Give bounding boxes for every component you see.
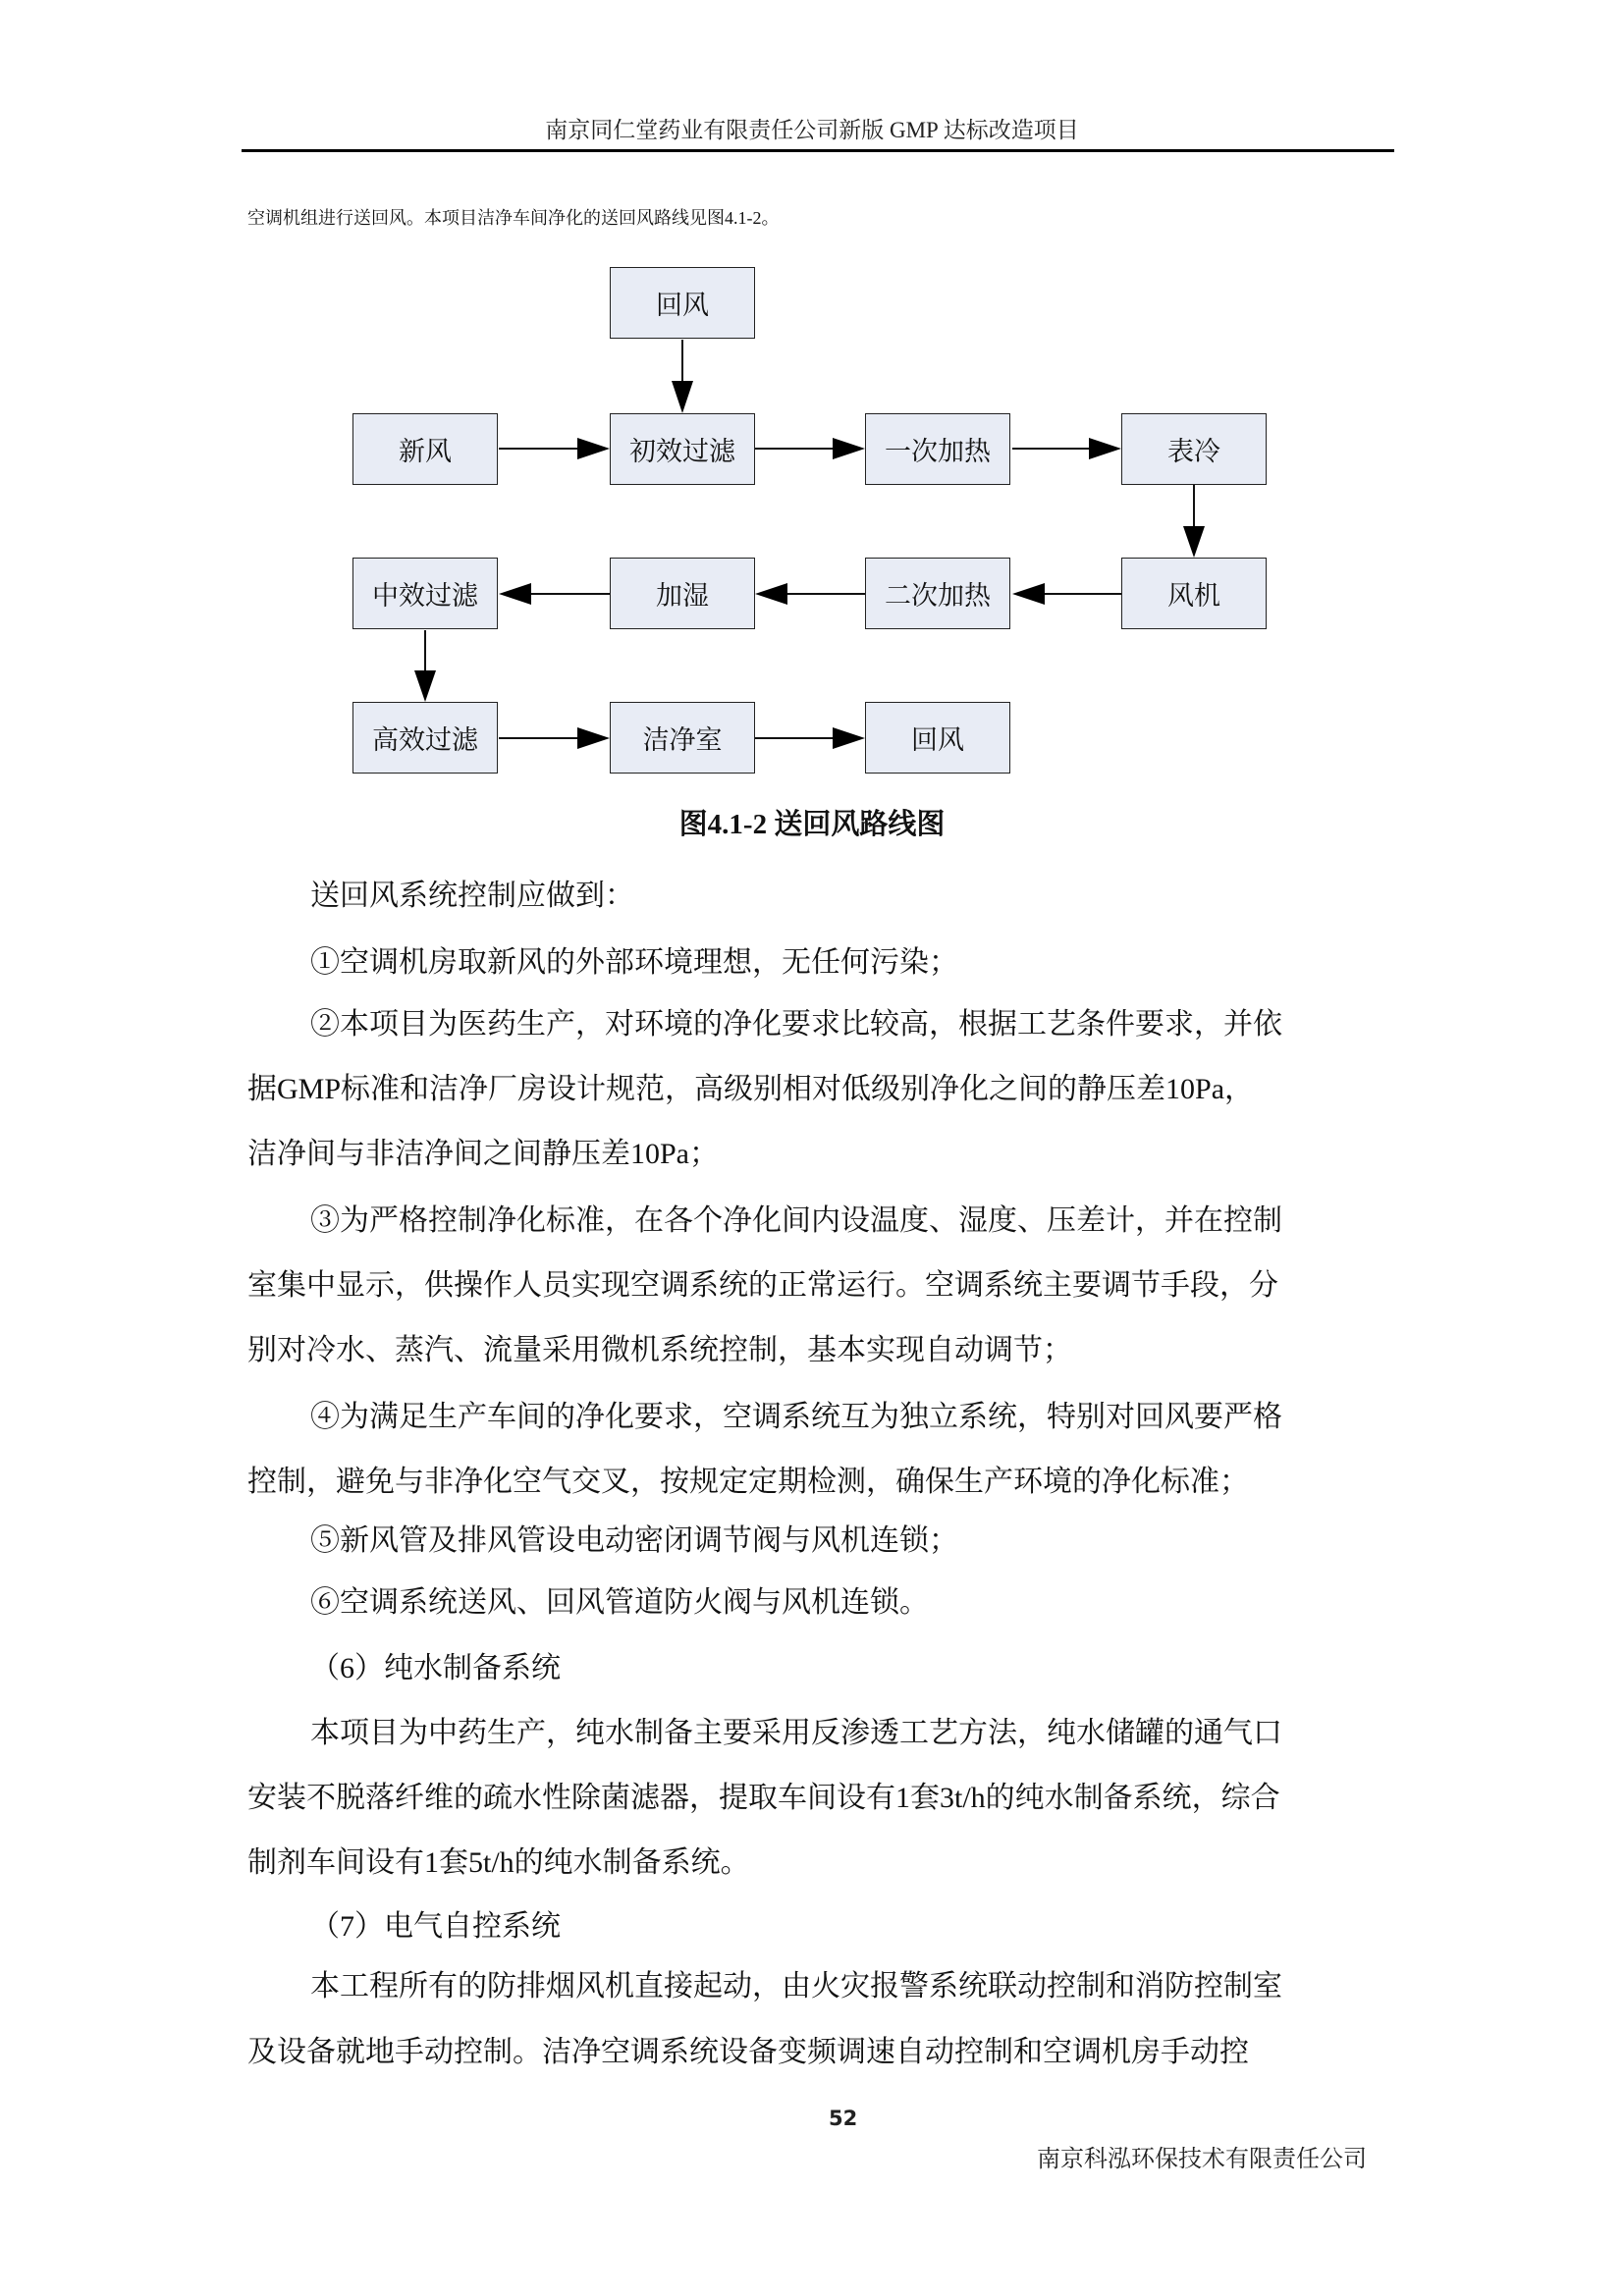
arrowhead-right-icon bbox=[1089, 438, 1121, 459]
page-number: 52 bbox=[829, 2107, 858, 2130]
body-line: ⑥空调系统送风、回风管道防火阀与风机连锁。 bbox=[310, 1586, 929, 1619]
body-line: 送回风系统控制应做到： bbox=[310, 880, 634, 912]
node-hepa-filter: 高效过滤 bbox=[352, 702, 498, 774]
arrowhead-right-icon bbox=[833, 727, 865, 749]
arrowhead-down-icon bbox=[1183, 526, 1205, 558]
node-fan: 风机 bbox=[1121, 558, 1267, 629]
body-line: ③为严格控制净化标准，在各个净化间内设温度、湿度、压差计，并在控制 bbox=[310, 1204, 1282, 1237]
running-header-title: 南京同仁堂药业有限责任公司新版 GMP 达标改造项目 bbox=[545, 118, 1079, 142]
node-second-heating: 二次加热 bbox=[865, 558, 1010, 629]
arrowhead-right-icon bbox=[833, 438, 865, 459]
body-line: 洁净间与非洁净间之间静压差10Pa； bbox=[247, 1138, 719, 1170]
figure-caption: 图4.1-2 送回风路线图 bbox=[678, 809, 946, 840]
body-line: 本工程所有的防排烟风机直接起动，由火灾报警系统联动控制和消防控制室 bbox=[310, 1970, 1282, 2002]
node-first-heating: 一次加热 bbox=[865, 413, 1010, 485]
arrowhead-right-icon bbox=[577, 438, 610, 459]
body-line: 安装不脱落纤维的疏水性除菌滤器，提取车间设有1套3t/h的纯水制备系统，综合 bbox=[247, 1782, 1280, 1814]
arrowhead-right-icon bbox=[577, 727, 610, 749]
footer-company: 南京科泓环保技术有限责任公司 bbox=[1037, 2147, 1367, 2172]
node-surface-cooling: 表冷 bbox=[1121, 413, 1267, 485]
node-humidify: 加湿 bbox=[610, 558, 755, 629]
diagram-arrowheads bbox=[414, 381, 1205, 749]
intro-paragraph: 空调机组进行送回风。本项目洁净车间净化的送回风路线见图4.1-2。 bbox=[247, 208, 780, 228]
arrowhead-left-icon bbox=[755, 583, 787, 605]
node-return-air-top: 回风 bbox=[610, 267, 755, 339]
arrowhead-left-icon bbox=[499, 583, 531, 605]
node-medium-filter: 中效过滤 bbox=[352, 558, 498, 629]
arrowhead-down-icon bbox=[672, 381, 693, 413]
section-heading: （6）纯水制备系统 bbox=[310, 1652, 561, 1684]
body-line: 别对冷水、蒸汽、流量采用微机系统控制，基本实现自动调节； bbox=[247, 1334, 1072, 1366]
body-line: 制剂车间设有1套5t/h的纯水制备系统。 bbox=[247, 1846, 750, 1879]
body-line: 及设备就地手动控制。洁净空调系统设备变频调速自动控制和空调机房手动控 bbox=[247, 2036, 1249, 2068]
section-heading: （7）电气自控系统 bbox=[310, 1910, 561, 1943]
body-line: 室集中显示，供操作人员实现空调系统的正常运行。空调系统主要调节手段，分 bbox=[247, 1269, 1278, 1302]
node-primary-filter: 初效过滤 bbox=[610, 413, 755, 485]
body-line: ④为满足生产车间的净化要求，空调系统互为独立系统，特别对回风要严格 bbox=[310, 1401, 1282, 1433]
diagram-connectors bbox=[425, 340, 1194, 738]
header-rule bbox=[242, 149, 1394, 152]
body-line: 本项目为中药生产，纯水制备主要采用反渗透工艺方法，纯水储罐的通气口 bbox=[310, 1717, 1282, 1749]
body-line: ①空调机房取新风的外部环境理想，无任何污染； bbox=[310, 946, 958, 979]
node-fresh-air: 新风 bbox=[352, 413, 498, 485]
node-return-air-bottom: 回风 bbox=[865, 702, 1010, 774]
arrowhead-left-icon bbox=[1012, 583, 1045, 605]
node-clean-room: 洁净室 bbox=[610, 702, 755, 774]
body-line: ⑤新风管及排风管设电动密闭调节阀与风机连锁； bbox=[310, 1524, 958, 1557]
body-line: 控制，避免与非净化空气交叉，按规定定期检测，确保生产环境的净化标准； bbox=[247, 1466, 1249, 1498]
arrowhead-down-icon bbox=[414, 670, 436, 702]
body-line: 据GMP标准和洁净厂房设计规范，高级别相对低级别净化之间的静压差10Pa， bbox=[247, 1073, 1255, 1105]
body-line: ②本项目为医药生产，对环境的净化要求比较高，根据工艺条件要求，并依 bbox=[310, 1008, 1282, 1041]
